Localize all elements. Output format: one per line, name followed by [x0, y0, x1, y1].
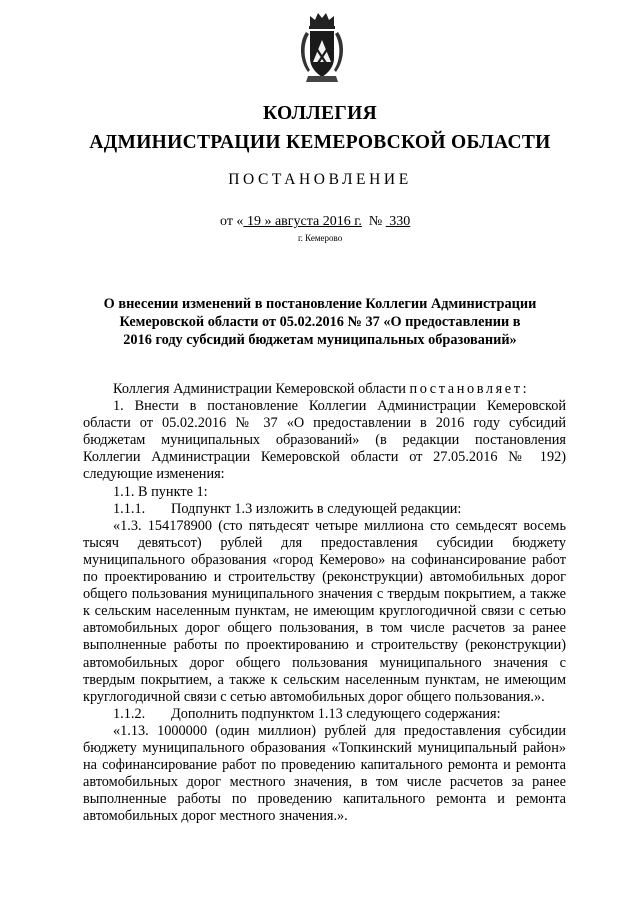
- title-line: 2016 году субсидий бюджетам муниципальных образований»: [123, 332, 517, 348]
- paragraph-1-1-2: [83, 706, 566, 723]
- number-label: №: [361, 214, 386, 229]
- item-text: Подпункт 1.3 изложить в следующей редакции:: [171, 500, 462, 517]
- intro-paragraph: [83, 381, 566, 398]
- date-day: 19: [243, 214, 265, 229]
- date-month-year: августа 2016 г.: [274, 214, 362, 229]
- paragraph-1-13-text: «1.13. 1000000 (один миллион) рублей для предоставления субсидии бюджету муниципального образования «Топкинский муниципальный район» на софинансирование работ по проведению капитального ремонта и ремонта автомобильных дорог местного значения, в том числе расчетов за ранее выполненные работы по проведению капитального ремонта и ремонта автомобильных дорог местного значения.».: [83, 722, 566, 825]
- date-line: [220, 214, 410, 230]
- coat-of-arms-emblem: [296, 10, 348, 88]
- document-number: 330: [385, 214, 411, 229]
- administration-heading: АДМИНИСТРАЦИИ КЕМЕРОВСКОЙ ОБЛАСТИ: [89, 132, 551, 153]
- document-body: [83, 381, 566, 825]
- document-title: [0, 295, 640, 349]
- item-number: 1.1.1.: [113, 500, 146, 517]
- decree-label: ПОСТАНОВЛЕНИЕ: [228, 171, 412, 188]
- paragraph-1-3-text: «1.3. 154178900 (сто пятьдесят четыре миллиона сто семьдесят восемь тысяч девятьсот) рублей для предоставления субсидии бюджету муниципального образования «город Кемерово» на софинансирование работ по проектированию и строительству (реконструкции) автомобильных дорог общего пользования муниципального значения с твердым покрытием, а также к сельским населенным пунктам, не имеющим круглогодичной связи с сетью автомобильных дорог общего пользования, в том числе расчетов за ранее выполненные работы по проектированию и строительству (реконструкции) автомобильных дорог общего пользования муниципального значения с твердым покрытием, а также к сельским населенным пунктам, не имеющим круглогодичной связи с сетью автомобильных дорог общего пользования.».: [83, 517, 566, 705]
- item-text: Дополнить подпунктом 1.13 следующего содержания:: [171, 705, 501, 722]
- paragraph-1-1-1: [83, 501, 566, 518]
- collegium-heading: КОЛЛЕГИЯ: [263, 103, 377, 124]
- title-line: Кемеровской области от 05.02.2016 № 37 «О предоставлении в: [119, 314, 521, 330]
- intro-text: Коллегия Администрации Кемеровской области: [113, 381, 410, 397]
- item-number: 1.1.2.: [113, 705, 146, 722]
- date-prefix: от «: [220, 214, 244, 229]
- paragraph-1: 1. Внести в постановление Коллегии Администрации Кемеровской области от 05.02.2016 № 37 «О предоставлении в 2016 году субсидий бюджетам муниципальных образований» (в редакции постановления Коллегии Администрации Кемеровской области от 27.05.2016 № 192) следующие изменения:: [83, 398, 566, 483]
- paragraph-1-1: 1.1. В пункте 1:: [113, 483, 208, 500]
- intro-keyword: постановляет:: [409, 381, 530, 397]
- city-name: г. Кемерово: [298, 233, 343, 243]
- date-separator: »: [264, 214, 275, 229]
- title-line: О внесении изменений в постановление Коллегии Администрации: [103, 296, 537, 312]
